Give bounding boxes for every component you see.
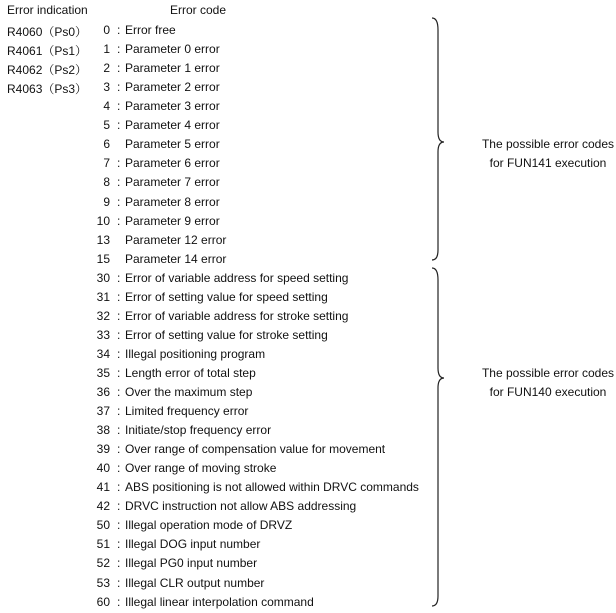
error-code-row: [0, 366, 440, 384]
error-code-description: Parameter 2 error: [125, 80, 220, 95]
header-error-code: Error code: [170, 3, 227, 17]
error-code-number: 9: [103, 194, 110, 209]
error-code-separator: :: [117, 365, 121, 380]
error-code-separator: :: [117, 442, 121, 457]
error-code-number: 8: [103, 175, 110, 190]
error-code-description: Error of variable address for stroke setting: [125, 308, 349, 323]
error-code-description: Illegal PG0 input number: [125, 556, 258, 571]
error-code-separator: :: [117, 175, 121, 190]
error-code-separator: :: [117, 23, 121, 37]
error-code-number: 30: [96, 270, 110, 285]
header-error-indication: Error indication: [7, 3, 88, 17]
error-code-separator: :: [117, 594, 121, 609]
error-code-description: Error of variable address for speed setting: [125, 270, 349, 285]
fun140-note-line1: The possible error codes: [481, 366, 615, 380]
error-code-description: Limited frequency error: [125, 404, 249, 418]
error-code-separator: :: [117, 213, 121, 228]
error-code-row: [0, 347, 440, 365]
error-code-description: Length error of total step: [125, 365, 256, 380]
error-code-number: 6: [103, 137, 110, 152]
error-code-description: Illegal linear interpolation command: [125, 594, 314, 609]
fun140-note-line2: for FUN140 execution: [489, 385, 607, 399]
error-code-description: Illegal CLR output number: [125, 575, 265, 590]
register-r4063: R4063（Ps3）: [7, 82, 88, 96]
error-code-row: [0, 309, 440, 327]
error-code-separator: :: [117, 556, 121, 571]
error-code-description: Illegal DOG input number: [125, 537, 261, 552]
error-code-number: 34: [96, 346, 110, 361]
error-code-row: [0, 195, 440, 213]
error-code-row: [0, 137, 440, 155]
error-code-description: Error of setting value for speed setting: [125, 289, 328, 304]
fun140-note: [478, 364, 616, 402]
error-code-number: 10: [96, 213, 110, 228]
error-code-number: 38: [96, 423, 110, 438]
error-code-row: [0, 518, 440, 536]
error-code-row: [0, 118, 440, 136]
error-code-row: [0, 290, 440, 308]
error-code-row: [0, 404, 440, 422]
error-code-row: [0, 61, 440, 79]
error-code-number: 13: [96, 232, 110, 247]
error-code-separator: :: [117, 384, 121, 399]
error-code-row: [0, 480, 440, 498]
error-code-separator: :: [117, 99, 121, 114]
error-code-number: 37: [96, 404, 110, 418]
error-code-number: 42: [96, 499, 110, 514]
error-code-separator: :: [117, 461, 121, 476]
error-code-description: Parameter 1 error: [125, 61, 220, 76]
error-code-separator: :: [117, 327, 121, 342]
error-code-description: Parameter 14 error: [125, 251, 227, 266]
error-code-separator: :: [117, 537, 121, 552]
error-code-number: 35: [96, 365, 110, 380]
error-code-separator: :: [117, 61, 121, 76]
error-code-separator: :: [117, 118, 121, 133]
error-code-description: Error of setting value for stroke setting: [125, 327, 328, 342]
error-code-number: 32: [96, 308, 110, 323]
error-code-number: 7: [103, 156, 110, 171]
error-code-number: 52: [96, 556, 110, 571]
error-code-number: 4: [103, 99, 110, 114]
error-code-separator: :: [117, 42, 121, 56]
error-code-description: Parameter 5 error: [125, 137, 220, 152]
error-code-separator: :: [117, 575, 121, 590]
register-r4062: R4062（Ps2）: [7, 63, 88, 77]
error-code-separator: :: [117, 404, 121, 418]
error-code-row: [0, 423, 440, 441]
error-code-description: Parameter 0 error: [125, 42, 220, 56]
error-code-row: [0, 23, 440, 41]
error-code-number: 50: [96, 518, 110, 533]
error-code-row: [0, 252, 440, 270]
error-code-number: 15: [96, 251, 110, 266]
fun141-note: [478, 135, 616, 173]
error-code-row: [0, 537, 440, 555]
error-code-description: ABS positioning is not allowed within DRVC commands: [125, 480, 419, 495]
fun141-bracket: [432, 18, 444, 260]
error-code-separator: :: [117, 346, 121, 361]
error-code-description: Parameter 6 error: [125, 156, 220, 171]
error-code-separator: :: [117, 289, 121, 304]
error-code-description: Parameter 3 error: [125, 99, 220, 114]
fun141-note-line1: The possible error codes: [481, 137, 615, 151]
bracket-graphic: [420, 0, 450, 613]
fun140-bracket: [432, 268, 444, 606]
error-code-number: 3: [103, 80, 110, 95]
register-r4061: R4061（Ps1）: [7, 44, 88, 58]
error-code-description: Over range of moving stroke: [125, 461, 277, 476]
error-code-number: 33: [96, 327, 110, 342]
error-code-description: Parameter 4 error: [125, 118, 220, 133]
error-code-row: [0, 80, 440, 98]
error-code-separator: :: [117, 423, 121, 438]
error-code-row: [0, 214, 440, 232]
error-code-number: 60: [96, 594, 110, 609]
error-code-row: [0, 461, 440, 479]
error-code-description: Parameter 8 error: [125, 194, 220, 209]
error-code-separator: :: [117, 80, 121, 95]
error-code-number: 36: [96, 384, 110, 399]
error-code-row: [0, 156, 440, 174]
error-code-separator: :: [117, 518, 121, 533]
register-r4060: R4060（Ps0）: [7, 25, 88, 39]
error-code-number: 1: [103, 42, 110, 56]
error-code-row: [0, 99, 440, 117]
error-code-row: [0, 42, 440, 60]
error-code-separator: :: [117, 308, 121, 323]
error-code-separator: :: [117, 194, 121, 209]
error-code-row: [0, 576, 440, 594]
error-code-description: Parameter 9 error: [125, 213, 220, 228]
error-code-separator: :: [117, 156, 121, 171]
error-code-separator: :: [117, 480, 121, 495]
error-code-description: Error free: [125, 23, 176, 37]
error-code-description: Parameter 7 error: [125, 175, 220, 190]
error-code-number: 53: [96, 575, 110, 590]
error-code-description: Illegal operation mode of DRVZ: [125, 518, 293, 533]
error-code-number: 39: [96, 442, 110, 457]
error-code-row: [0, 233, 440, 251]
error-code-row: [0, 328, 440, 346]
error-code-description: Illegal positioning program: [125, 346, 266, 361]
error-code-row: [0, 442, 440, 460]
error-code-row: [0, 271, 440, 289]
error-code-description: Over the maximum step: [125, 384, 253, 399]
error-code-description: Initiate/stop frequency error: [125, 423, 272, 438]
error-code-number: 5: [103, 118, 110, 133]
error-code-number: 41: [96, 480, 110, 495]
error-code-separator: :: [117, 499, 121, 514]
error-code-number: 2: [103, 61, 110, 76]
error-code-row: [0, 556, 440, 574]
error-code-row: [0, 595, 440, 613]
error-code-number: 40: [96, 461, 110, 476]
error-code-separator: :: [117, 270, 121, 285]
error-code-description: Over range of compensation value for movement: [125, 442, 386, 457]
fun141-note-line2: for FUN141 execution: [489, 156, 607, 170]
error-code-row: [0, 499, 440, 517]
error-code-row: [0, 175, 440, 193]
error-code-description: Parameter 12 error: [125, 232, 227, 247]
error-code-number: 0: [103, 23, 110, 37]
error-code-description: DRVC instruction not allow ABS addressing: [125, 499, 357, 514]
error-code-number: 31: [96, 289, 110, 304]
error-code-number: 51: [96, 537, 110, 552]
error-code-row: [0, 385, 440, 403]
